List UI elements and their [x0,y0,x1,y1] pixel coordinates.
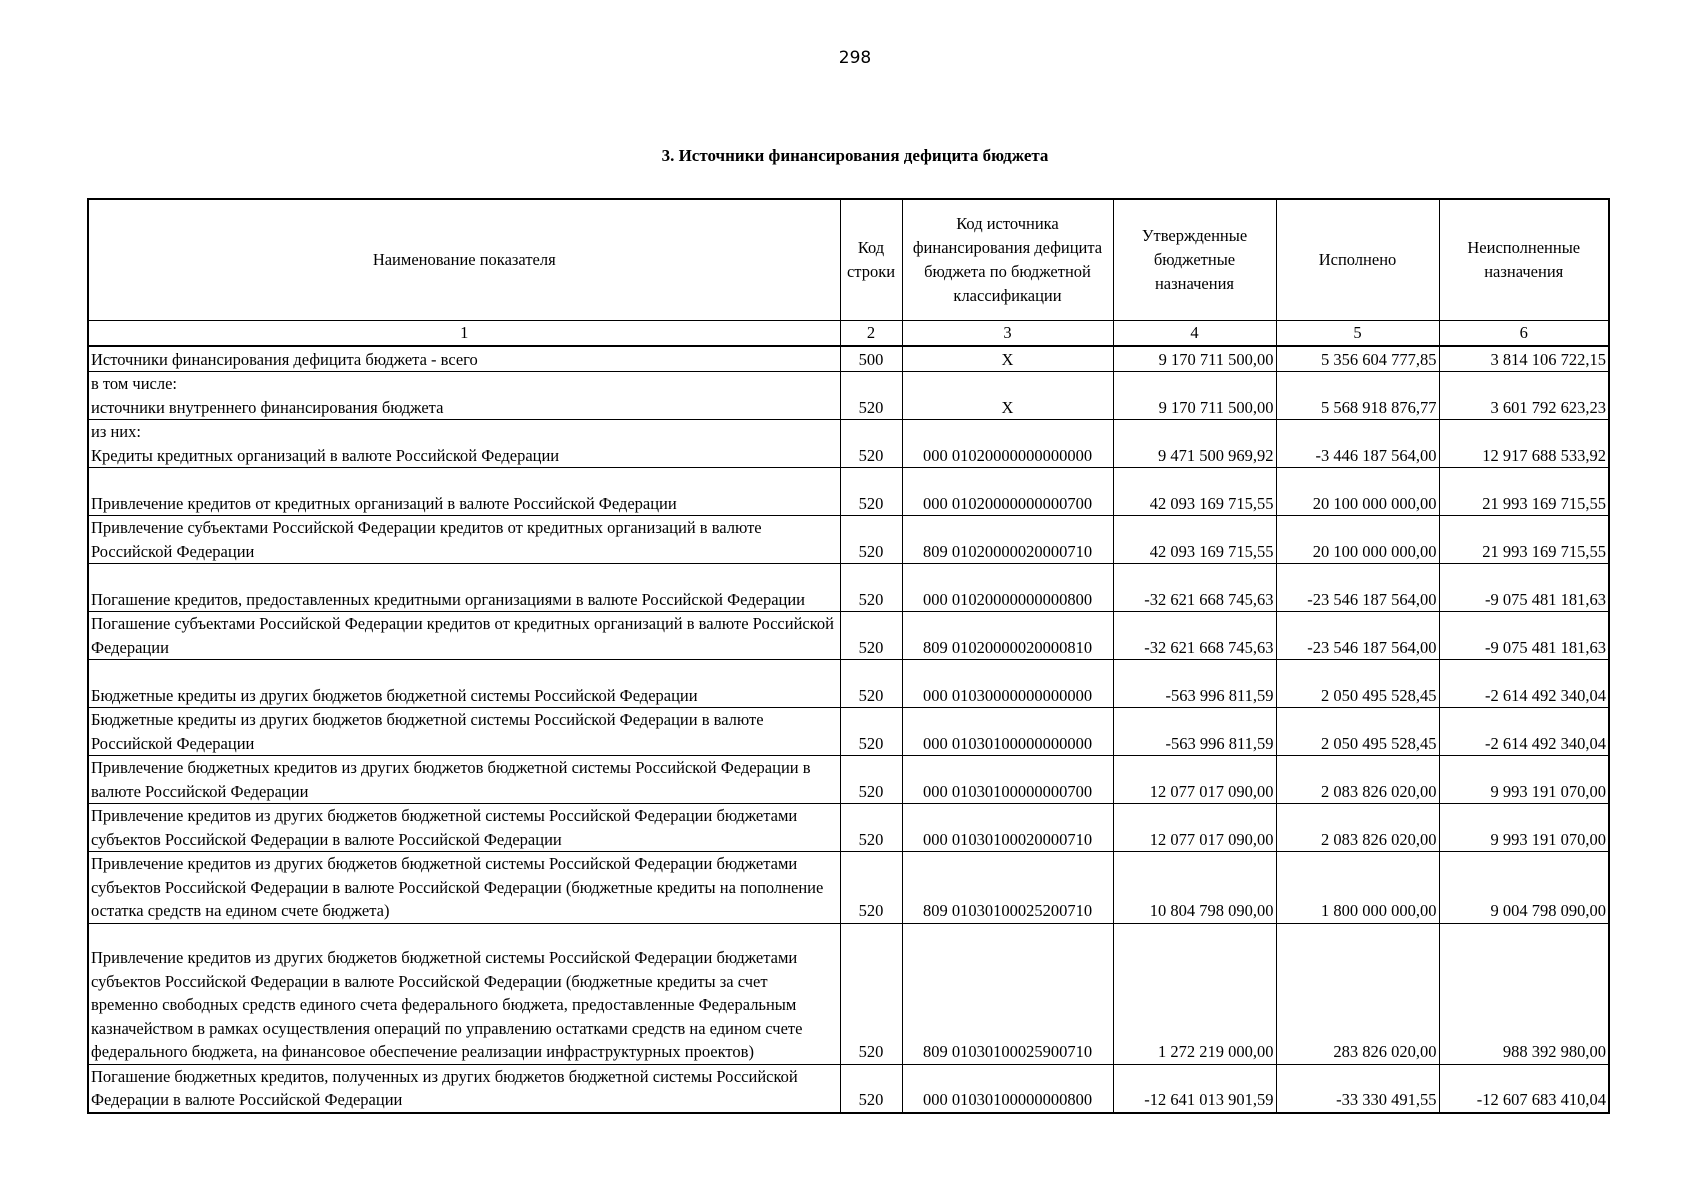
approved-amount-cell: -32 621 668 745,63 [1113,564,1276,612]
column-number: 5 [1276,321,1439,347]
unexecuted-amount-cell: 9 993 191 070,00 [1439,756,1609,804]
column-number: 3 [902,321,1113,347]
approved-amount-cell: 9 170 711 500,00 [1113,372,1276,420]
indicator-name-cell: Погашение субъектами Российской Федерации кредитов от кредитных организаций в валюте Российской Федерации [88,612,840,660]
table-body [88,346,1609,1113]
line-code-cell: 520 [840,468,902,516]
indicator-name-cell: Привлечение кредитов из других бюджетов бюджетной системы Российской Федерации бюджетами субъектов Российской Федерации в валюте Российской Федерации [88,804,840,852]
line-code-cell: 520 [840,516,902,564]
table-row [88,612,1609,660]
unexecuted-amount-cell: 12 917 688 533,92 [1439,420,1609,468]
approved-amount-cell: -563 996 811,59 [1113,660,1276,708]
unexecuted-amount-cell: 9 993 191 070,00 [1439,804,1609,852]
indicator-name-cell: Привлечение бюджетных кредитов из других бюджетов бюджетной системы Российской Федерации в валюте Российской Федерации [88,756,840,804]
header-unexecuted: Неисполненные назначения [1439,199,1609,321]
unexecuted-amount-cell: 988 392 980,00 [1439,923,1609,1064]
unexecuted-amount-cell: 3 601 792 623,23 [1439,372,1609,420]
table-row [88,923,1609,1064]
column-number: 1 [88,321,840,347]
table-row [88,804,1609,852]
approved-amount-cell: 9 471 500 969,92 [1113,420,1276,468]
indicator-name-cell: Привлечение субъектами Российской Федерации кредитов от кредитных организаций в валюте Российской Федерации [88,516,840,564]
executed-amount-cell: 20 100 000 000,00 [1276,516,1439,564]
line-code-cell: 520 [840,804,902,852]
unexecuted-amount-cell: -12 607 683 410,04 [1439,1064,1609,1113]
line-code-cell: 520 [840,564,902,612]
indicator-name-cell: Привлечение кредитов от кредитных организаций в валюте Российской Федерации [88,468,840,516]
document-title: 3. Источники финансирования дефицита бюджета [661,146,1049,165]
indicator-name-cell: Бюджетные кредиты из других бюджетов бюджетной системы Российской Федерации в валюте Российской Федерации [88,708,840,756]
column-number: 6 [1439,321,1609,347]
table-row [88,516,1609,564]
executed-amount-cell: 5 356 604 777,85 [1276,346,1439,372]
table-row [88,372,1609,420]
executed-amount-cell: 5 568 918 876,77 [1276,372,1439,420]
source-code-cell: 000 01030100020000710 [902,804,1113,852]
source-code-cell: 809 01020000020000810 [902,612,1113,660]
indicator-name-cell: Погашение бюджетных кредитов, полученных из других бюджетов бюджетной системы Российской Федерации в валюте Российской Федерации [88,1064,840,1113]
executed-amount-cell: 2 083 826 020,00 [1276,804,1439,852]
line-code-cell: 500 [840,346,902,372]
executed-amount-cell: -3 446 187 564,00 [1276,420,1439,468]
source-code-cell: 809 01030100025200710 [902,852,1113,924]
unexecuted-amount-cell: 3 814 106 722,15 [1439,346,1609,372]
table-row [88,660,1609,708]
column-number: 4 [1113,321,1276,347]
executed-amount-cell: 2 050 495 528,45 [1276,660,1439,708]
indicator-name-cell: Погашение кредитов, предоставленных кредитными организациями в валюте Российской Федерации [88,564,840,612]
source-code-cell: 809 01020000020000710 [902,516,1113,564]
approved-amount-cell: 42 093 169 715,55 [1113,516,1276,564]
indicator-name-cell: Привлечение кредитов из других бюджетов бюджетной системы Российской Федерации бюджетами субъектов Российской Федерации в валюте Российской Федерации (бюджетные кредиты за счет временно свободных средств единого счета федерального бюджета, предоставленные Федеральным казначейством в рамках осуществления операций по управлению остатками средств на едином счете федерального бюджета, на финансовое обеспечение реализации инфраструктурных проектов) [88,923,840,1064]
source-code-cell: 000 01020000000000800 [902,564,1113,612]
table-row [88,346,1609,372]
executed-amount-cell: 2 050 495 528,45 [1276,708,1439,756]
source-code-cell: 000 01030100000000700 [902,756,1113,804]
deficit-financing-table [87,198,1610,1114]
executed-amount-cell: 1 800 000 000,00 [1276,852,1439,924]
source-code-cell: 000 01030000000000000 [902,660,1113,708]
table-row [88,852,1609,924]
line-code-cell: 520 [840,1064,902,1113]
executed-amount-cell: 20 100 000 000,00 [1276,468,1439,516]
table-row [88,564,1609,612]
unexecuted-amount-cell: 21 993 169 715,55 [1439,516,1609,564]
unexecuted-amount-cell: -9 075 481 181,63 [1439,612,1609,660]
line-code-cell: 520 [840,756,902,804]
header-line-code: Код строки [840,199,902,321]
column-number: 2 [840,321,902,347]
executed-amount-cell: 2 083 826 020,00 [1276,756,1439,804]
approved-amount-cell: -12 641 013 901,59 [1113,1064,1276,1113]
line-code-cell: 520 [840,420,902,468]
table-row [88,708,1609,756]
table-row [88,468,1609,516]
unexecuted-amount-cell: -9 075 481 181,63 [1439,564,1609,612]
header-executed: Исполнено [1276,199,1439,321]
executed-amount-cell: 283 826 020,00 [1276,923,1439,1064]
source-code-cell: 000 01020000000000700 [902,468,1113,516]
indicator-name-cell: Привлечение кредитов из других бюджетов бюджетной системы Российской Федерации бюджетами субъектов Российской Федерации в валюте Российской Федерации (бюджетные кредиты на пополнение остатка средств на едином счете бюджета) [88,852,840,924]
approved-amount-cell: 42 093 169 715,55 [1113,468,1276,516]
column-number-row [88,321,1609,347]
indicator-name-cell: из них: Кредиты кредитных организаций в валюте Российской Федерации [88,420,840,468]
executed-amount-cell: -23 546 187 564,00 [1276,564,1439,612]
line-code-cell: 520 [840,708,902,756]
unexecuted-amount-cell: -2 614 492 340,04 [1439,660,1609,708]
approved-amount-cell: 1 272 219 000,00 [1113,923,1276,1064]
source-code-cell: 809 01030100025900710 [902,923,1113,1064]
header-indicator-name: Наименование показателя [88,199,840,321]
approved-amount-cell: -563 996 811,59 [1113,708,1276,756]
executed-amount-cell: -33 330 491,55 [1276,1064,1439,1113]
unexecuted-amount-cell: 9 004 798 090,00 [1439,852,1609,924]
table-row [88,420,1609,468]
source-code-cell: 000 01020000000000000 [902,420,1113,468]
table-header-row [88,199,1609,321]
approved-amount-cell: -32 621 668 745,63 [1113,612,1276,660]
indicator-name-cell: Источники финансирования дефицита бюджета - всего [88,346,840,372]
approved-amount-cell: 10 804 798 090,00 [1113,852,1276,924]
source-code-cell: 000 01030100000000000 [902,708,1113,756]
approved-amount-cell: 9 170 711 500,00 [1113,346,1276,372]
source-code-cell: X [902,346,1113,372]
unexecuted-amount-cell: -2 614 492 340,04 [1439,708,1609,756]
line-code-cell: 520 [840,852,902,924]
table-row [88,756,1609,804]
line-code-cell: 520 [840,612,902,660]
header-approved: Утвержденные бюджетные назначения [1113,199,1276,321]
approved-amount-cell: 12 077 017 090,00 [1113,756,1276,804]
source-code-cell: 000 01030100000000800 [902,1064,1113,1113]
line-code-cell: 520 [840,372,902,420]
unexecuted-amount-cell: 21 993 169 715,55 [1439,468,1609,516]
page-number: 298 [838,48,872,68]
executed-amount-cell: -23 546 187 564,00 [1276,612,1439,660]
header-source-code: Код источника финансирования дефицита бюджета по бюджетной классификации [902,199,1113,321]
indicator-name-cell: Бюджетные кредиты из других бюджетов бюджетной системы Российской Федерации [88,660,840,708]
table-row [88,1064,1609,1113]
indicator-name-cell: в том числе: источники внутреннего финансирования бюджета [88,372,840,420]
line-code-cell: 520 [840,660,902,708]
line-code-cell: 520 [840,923,902,1064]
approved-amount-cell: 12 077 017 090,00 [1113,804,1276,852]
source-code-cell: X [902,372,1113,420]
